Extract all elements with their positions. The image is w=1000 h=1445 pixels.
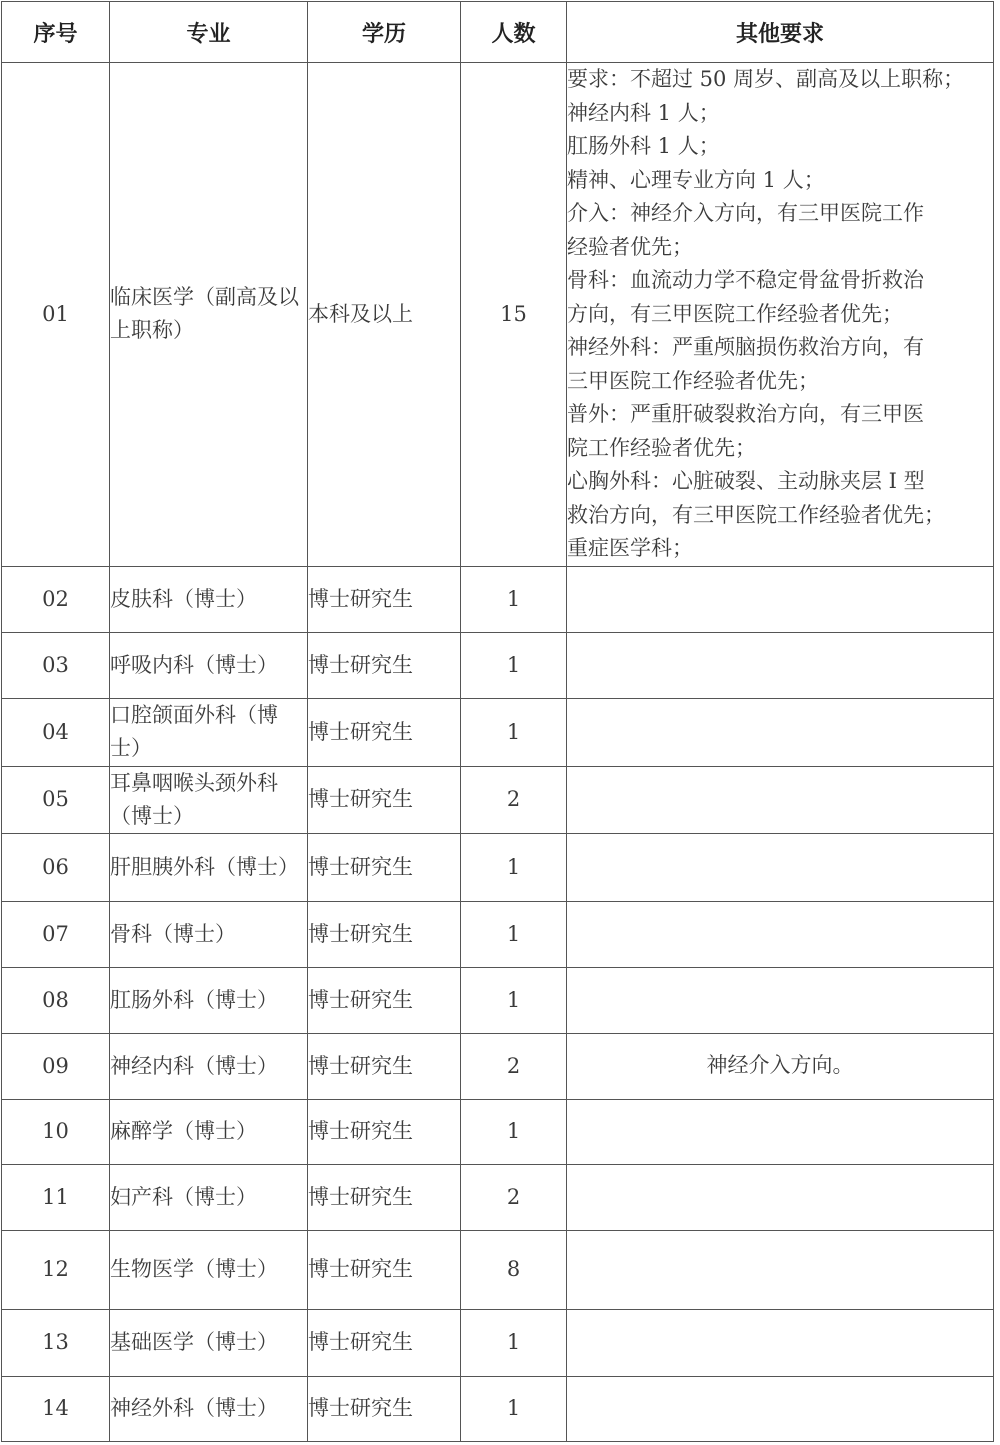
header-other: 其他要求 (567, 2, 994, 63)
cell-count: 2 (461, 766, 567, 833)
requirement-line: 精神、心理专业方向 1 人； (567, 167, 825, 192)
cell-other-requirements (567, 833, 994, 901)
table-row (2, 1099, 994, 1164)
cell-major: 神经内科（博士） (110, 1033, 308, 1099)
cell-seq: 09 (2, 1033, 110, 1099)
table-row (2, 632, 994, 698)
cell-other-requirements (567, 1164, 994, 1230)
cell-other-requirements (567, 632, 994, 698)
cell-seq: 10 (2, 1099, 110, 1164)
cell-major: 呼吸内科（博士） (110, 632, 308, 698)
cell-seq: 05 (2, 766, 110, 833)
cell-seq: 08 (2, 967, 110, 1033)
cell-seq: 04 (2, 698, 110, 766)
requirement-line: 方向，有三甲医院工作经验者优先； (567, 301, 903, 326)
cell-education: 博士研究生 (308, 901, 461, 967)
table-row (2, 833, 994, 901)
cell-seq: 02 (2, 566, 110, 632)
header-count: 人数 (461, 2, 567, 63)
cell-major: 肝胆胰外科（博士） (110, 833, 308, 901)
requirement-line: 普外：严重肝破裂救治方向，有三甲医 (567, 402, 924, 426)
cell-count: 1 (461, 901, 567, 967)
cell-count: 1 (461, 1099, 567, 1164)
requirement-line: 救治方向，有三甲医院工作经验者优先； (567, 502, 945, 527)
table-row (2, 766, 994, 833)
cell-count: 1 (461, 1309, 567, 1376)
cell-other-requirements (567, 1099, 994, 1164)
requirement-line: 神经外科：严重颅脑损伤救治方向，有 (567, 335, 924, 359)
table-row (2, 901, 994, 967)
table-row (2, 967, 994, 1033)
cell-education: 博士研究生 (308, 1230, 461, 1309)
cell-education: 博士研究生 (308, 833, 461, 901)
cell-count: 1 (461, 1376, 567, 1441)
cell-major: 临床医学（副高及以上职称） (110, 63, 308, 567)
requirement-line: 介入：神经介入方向，有三甲医院工作 (567, 201, 924, 225)
cell-count: 8 (461, 1230, 567, 1309)
cell-major: 耳鼻咽喉头颈外科（博士） (110, 766, 308, 833)
requirement-line: 经验者优先； (567, 234, 693, 259)
cell-major: 神经外科（博士） (110, 1376, 308, 1441)
cell-other-requirements (567, 1376, 994, 1441)
cell-major: 皮肤科（博士） (110, 566, 308, 632)
cell-education: 博士研究生 (308, 766, 461, 833)
cell-education: 博士研究生 (308, 1309, 461, 1376)
cell-education: 博士研究生 (308, 566, 461, 632)
table-row (2, 1309, 994, 1376)
cell-education: 博士研究生 (308, 1376, 461, 1441)
cell-education: 博士研究生 (308, 1099, 461, 1164)
cell-major: 生物医学（博士） (110, 1230, 308, 1309)
cell-major: 骨科（博士） (110, 901, 308, 967)
table-row (2, 566, 994, 632)
cell-count: 15 (461, 63, 567, 567)
cell-count: 1 (461, 632, 567, 698)
cell-major: 妇产科（博士） (110, 1164, 308, 1230)
table-row (2, 1376, 994, 1441)
cell-major: 基础医学（博士） (110, 1309, 308, 1376)
cell-other-requirements (567, 63, 994, 567)
cell-education: 博士研究生 (308, 698, 461, 766)
cell-count: 1 (461, 566, 567, 632)
cell-education: 本科及以上 (308, 63, 461, 567)
cell-education: 博士研究生 (308, 967, 461, 1033)
requirement-line: 要求：不超过 50 周岁、副高及以上职称； (567, 67, 965, 91)
cell-major: 麻醉学（博士） (110, 1099, 308, 1164)
recruitment-table (1, 1, 994, 1442)
cell-education: 博士研究生 (308, 1033, 461, 1099)
header-seq: 序号 (2, 2, 110, 63)
cell-seq: 06 (2, 833, 110, 901)
table-row (2, 1164, 994, 1230)
cell-count: 1 (461, 833, 567, 901)
cell-count: 1 (461, 698, 567, 766)
table-row (2, 698, 994, 766)
cell-other-requirements (567, 566, 994, 632)
cell-seq: 12 (2, 1230, 110, 1309)
header-row (2, 2, 994, 63)
cell-seq: 01 (2, 63, 110, 567)
requirement-line: 骨科：血流动力学不稳定骨盆骨折救治 (567, 268, 924, 292)
header-education: 学历 (308, 2, 461, 63)
cell-major: 肛肠外科（博士） (110, 967, 308, 1033)
table-row (2, 63, 994, 567)
requirement-line: 院工作经验者优先； (567, 435, 756, 460)
cell-other-requirements (567, 967, 994, 1033)
table-row (2, 1230, 994, 1309)
requirement-line: 肛肠外科 1 人； (567, 134, 720, 158)
cell-other-requirements (567, 1230, 994, 1309)
cell-other-requirements (567, 698, 994, 766)
requirement-line: 三甲医院工作经验者优先； (567, 368, 819, 393)
cell-seq: 07 (2, 901, 110, 967)
cell-other-requirements (567, 901, 994, 967)
cell-other-requirements: 神经介入方向。 (567, 1033, 994, 1099)
cell-education: 博士研究生 (308, 1164, 461, 1230)
cell-seq: 03 (2, 632, 110, 698)
table-row (2, 1033, 994, 1099)
cell-count: 2 (461, 1164, 567, 1230)
cell-seq: 14 (2, 1376, 110, 1441)
requirement-line: 神经内科 1 人； (567, 100, 720, 125)
cell-count: 1 (461, 967, 567, 1033)
cell-other-requirements (567, 766, 994, 833)
requirement-line: 心胸外科：心脏破裂、主动脉夹层 I 型 (567, 469, 925, 493)
header-major: 专业 (110, 2, 308, 63)
requirement-line: 重症医学科； (567, 536, 693, 560)
cell-seq: 13 (2, 1309, 110, 1376)
cell-major: 口腔颌面外科（博士） (110, 698, 308, 766)
cell-other-requirements (567, 1309, 994, 1376)
cell-seq: 11 (2, 1164, 110, 1230)
cell-count: 2 (461, 1033, 567, 1099)
cell-education: 博士研究生 (308, 632, 461, 698)
